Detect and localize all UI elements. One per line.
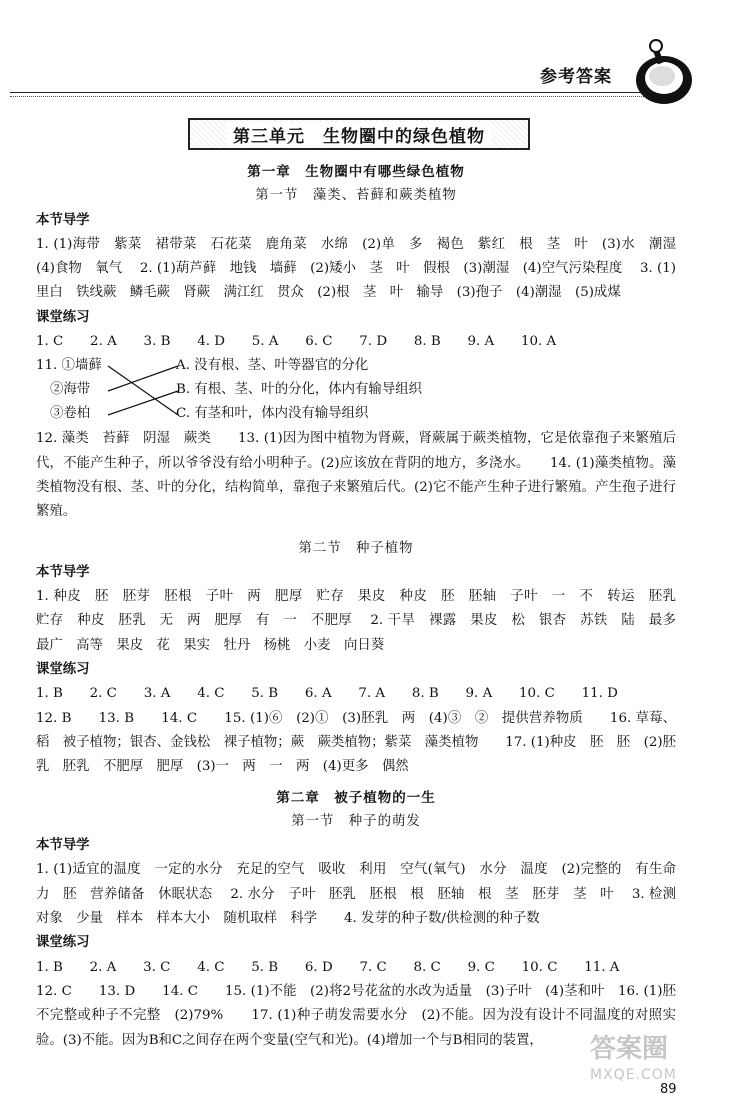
header-rule (10, 92, 650, 93)
unit-title-banner (188, 118, 530, 150)
watermark-url: MXQE.COM (590, 1067, 677, 1083)
match-left-item: 11. ①墙藓 (36, 358, 102, 374)
page-number: 89 (660, 1082, 677, 1097)
matching-question (36, 354, 496, 427)
chapter-1-section-1-title: 第一节 藻类、苔藓和蕨类植物 (255, 188, 457, 204)
practice-answers-line: 1. B 2. A 3. C 4. C 5. B 6. D 7. C 8. C 9. C 10. C 11. A (36, 959, 620, 975)
section-guide-label: 本节导学 (36, 564, 90, 580)
practice-answers-line: 1. C 2. A 3. B 4. D 5. A 6. C 7. D 8. B 9. A 10. A (36, 334, 557, 350)
match-right-item: A. 没有根、茎、叶等器官的分化 (176, 358, 369, 374)
section-guide-label: 本节导学 (36, 212, 90, 228)
chapter-1-section-2-title: 第二节 种子植物 (298, 540, 414, 556)
match-left-item: ③卷柏 (50, 406, 91, 422)
practice-answers-rest: 12. B 13. B 14. C 15. (1)⑥ (2)① (3)胚乳 两 (4)③ ② 提供营养物质 16. 草莓、稻 被子植物；银杏、金钱松 裸子植物；蕨 蕨类植物；紫菜 藻类植物 17. (1)种皮 胚 胚 (2)胚乳 胚乳 不肥厚 肥厚 (3)一 两 一 两 (4)更多 偶然 (36, 710, 676, 775)
section-practice-label: 课堂练习 (36, 309, 90, 325)
match-right-item: B. 有根、茎、叶的分化，体内有输导组织 (176, 382, 422, 398)
practice-answers-rest: 12. C 13. D 14. C 15. (1)不能 (2)将2号花盆的水改为适量 (3)子叶 (4)茎和叶 16. (1)胚不完整或种子不完整 (2)79% 17. (1)种子萌发需要水分 (2)不能。因为没有设计不同温度的对照实验。(3)不能。因为B和C之间存在两个变量(空气和光)。(4)增加一个与B相同的装置， (36, 983, 676, 1048)
section-guide-text: 1. (1)海带 紫菜 裙带菜 石花菜 鹿角菜 水绵 (2)单 多 褐色 紫红 根 茎 叶 (3)水 潮湿 (4)食物 氧气 2. (1)葫芦藓 地钱 墙藓 (2)矮小 茎 叶 假根 (3)潮湿 (4)空气污染程度 3. (1)里白 铁线蕨 鳞毛蕨 肾蕨 满江红 贯众 (2)根 茎 叶 输导 (3)孢子 (4)潮湿 (5)成煤 (36, 236, 690, 301)
answer-content (36, 160, 690, 1053)
watermark-text: 答案圈 (590, 1034, 669, 1064)
chapter-2-title: 第二章 被子植物的一生 (276, 789, 436, 806)
chapter-1-title: 第一章 生物圈中有哪些绿色植物 (247, 164, 465, 180)
match-right-item: C. 有茎和叶，体内没有输导组织 (176, 406, 369, 422)
section-practice-label: 课堂练习 (36, 935, 90, 951)
header-label: 参考答案 (540, 67, 612, 87)
magnifier-logo-icon (632, 38, 696, 108)
match-left-item: ②海带 (50, 382, 91, 398)
chapter-2-section-1-title: 第一节 种子的萌发 (291, 813, 421, 829)
section-guide-text: 1. (1)适宜的温度 一定的水分 充足的空气 吸收 利用 空气(氧气) 水分 温度 (2)完整的 有生命力 胚 营养储备 休眠状态 2. 水分 子叶 胚乳 胚根 根 胚轴 根 茎 胚芽 茎 叶 3. 检测对象 少量 样本 样本大小 随机取样 科学 4. 发芽的种子数/供检测的种子数 (36, 862, 676, 927)
practice-answers-rest: 12. 藻类 苔藓 阴湿 蕨类 13. (1)因为图中植物为肾蕨，肾蕨属于蕨类植物，它是依靠孢子来繁殖后代，不能产生种子，所以爷爷没有给小明种子。(2)应该放在背阴的地方，多浇水。 14. (1)藻类植物。藻类植物没有根、茎、叶的分化，结构简单，靠孢子来繁殖后代。(2)它不能产生种子进行繁殖。产生孢子进行繁殖。 (36, 431, 676, 520)
header-rule-dotted (10, 96, 650, 97)
section-guide-text: 1. 种皮 胚 胚芽 胚根 子叶 两 肥厚 贮存 果皮 种皮 胚 胚轴 子叶 一 不 转运 胚乳 贮存 种皮 胚乳 无 两 肥厚 有 一 不肥厚 2. 干旱 裸露 果皮 松 银杏 苏铁 陆 最多 最广 高等 果皮 花 果实 牡丹 杨桃 小麦 向日葵 (36, 589, 690, 653)
section-guide-label: 本节导学 (36, 838, 90, 854)
practice-answers-line: 1. B 2. C 3. A 4. C 5. B 6. A 7. A 8. B 9. A 10. C 11. D (36, 686, 618, 702)
watermark (590, 1036, 677, 1088)
unit-title: 第三单元 生物圈中的绿色植物 (227, 122, 491, 147)
section-practice-label: 课堂练习 (36, 662, 90, 678)
